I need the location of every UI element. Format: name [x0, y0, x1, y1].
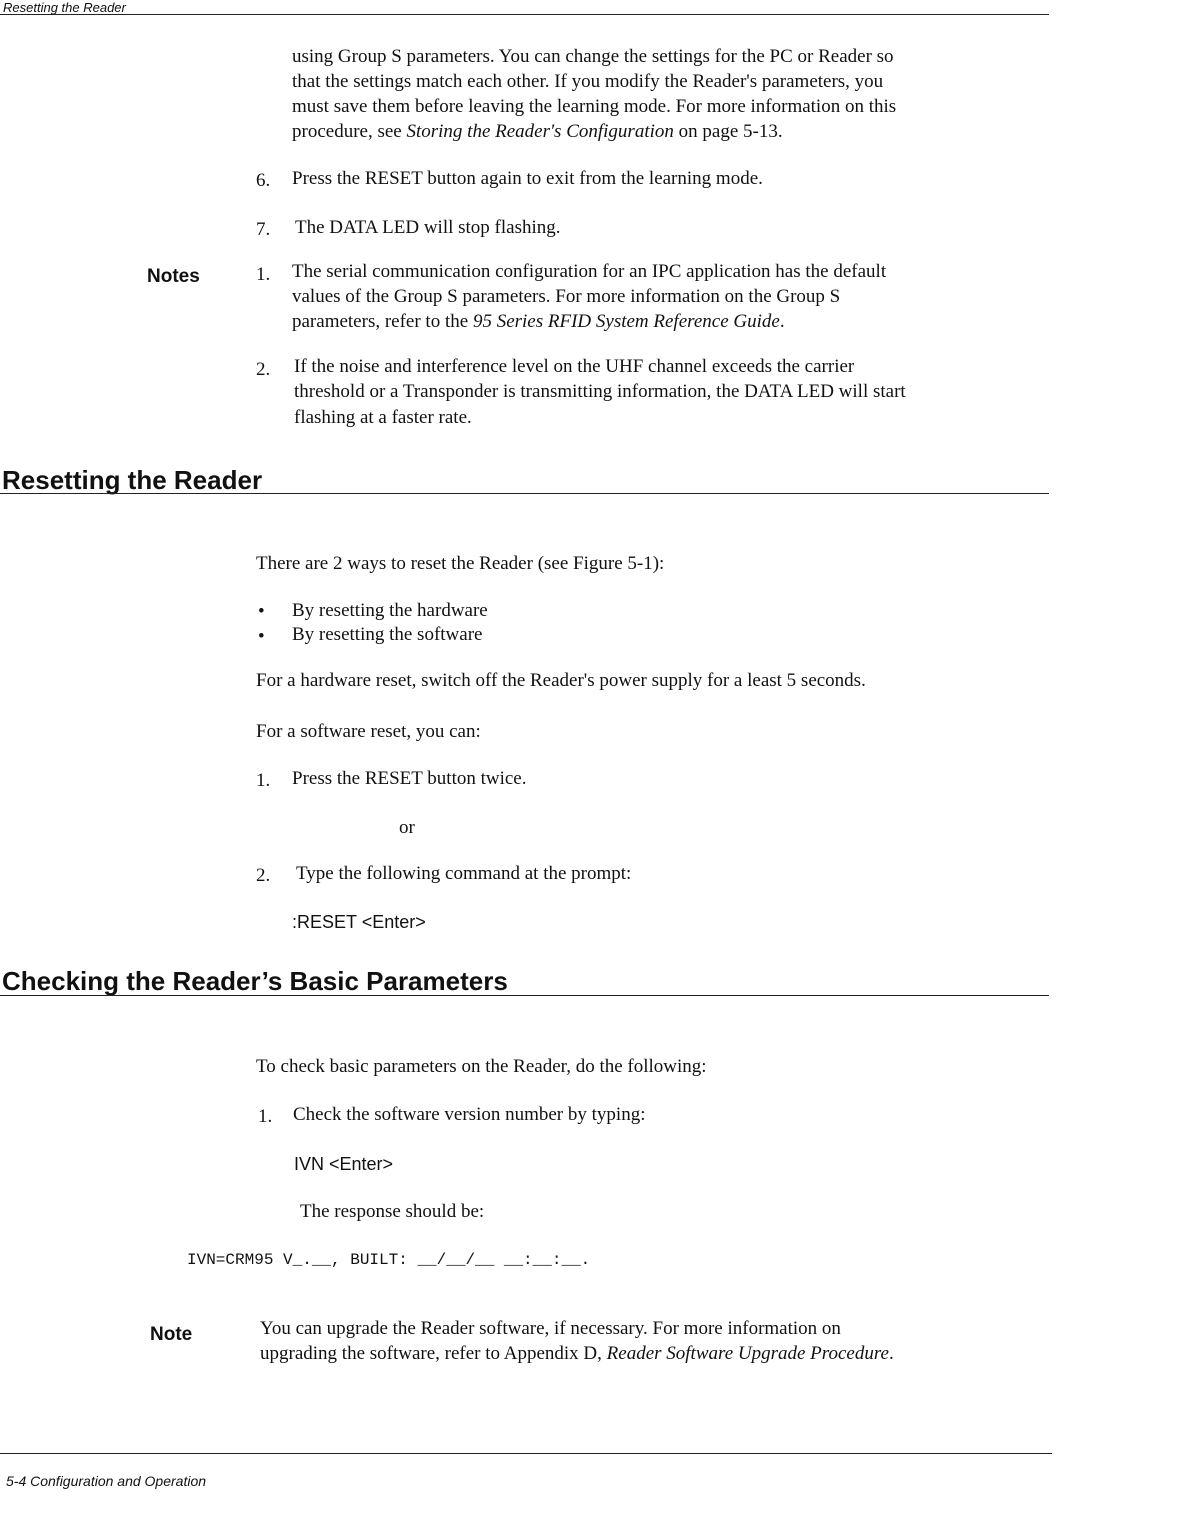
text-run: on page 5-13.: [673, 121, 783, 142]
step-text: The DATA LED will stop flashing.: [295, 217, 561, 238]
bullet-icon: •: [258, 626, 265, 647]
footer-text: 5-4 Configuration and Operation: [6, 1473, 207, 1489]
body-text: The response should be:: [300, 1201, 485, 1222]
text-line: must save them before leaving the learning mode. For more information on this: [292, 96, 897, 117]
step-text: Press the RESET button again to exit from the learning mode.: [292, 168, 763, 189]
note-label: Note: [150, 1324, 193, 1345]
text-run: upgrading the software, refer to Appendix D,: [260, 1343, 607, 1364]
bullet-icon: •: [258, 601, 265, 622]
text-line: values of the Group S parameters. For more information on the Group S: [292, 286, 841, 307]
bullet-item: By resetting the software: [292, 624, 483, 645]
bullet-item: By resetting the hardware: [292, 600, 488, 621]
text-line: [260, 1341, 894, 1366]
section-heading: Checking the Reader’s Basic Parameters: [2, 966, 508, 996]
text-run: .: [888, 1343, 894, 1364]
header-rule: [0, 14, 1049, 15]
note-number: 1.: [256, 264, 271, 285]
running-header: Resetting the Reader: [3, 0, 126, 15]
cross-reference: Storing the Reader's Configuration: [406, 121, 674, 142]
text-line: flashing at a faster rate.: [294, 407, 472, 428]
text-line: threshold or a Transponder is transmitting information, the DATA LED will start: [294, 381, 906, 402]
body-text: For a software reset, you can:: [256, 721, 481, 742]
footer-rule: [0, 1453, 1052, 1454]
step-number: 1.: [258, 1106, 273, 1127]
step-number: 2.: [256, 865, 271, 886]
section-rule: [0, 493, 1049, 494]
step-number: 6.: [256, 170, 271, 191]
response-text: IVN=CRM95 V_.__, BUILT: __/__/__ __:__:__.: [187, 1251, 591, 1269]
text-line: If the noise and interference level on the UHF channel exceeds the carrier: [294, 356, 855, 377]
text-line: [292, 119, 783, 144]
note-number: 2.: [256, 359, 271, 380]
body-text: For a hardware reset, switch off the Reader's power supply for a least 5 seconds.: [256, 670, 866, 691]
text-run: .: [779, 311, 785, 332]
command-text: :RESET <Enter>: [292, 912, 426, 932]
command-text: IVN <Enter>: [294, 1154, 394, 1174]
text-run: procedure, see: [292, 121, 407, 142]
cross-reference: 95 Series RFID System Reference Guide: [472, 311, 780, 332]
text-line: that the settings match each other. If you modify the Reader's parameters, you: [292, 71, 884, 92]
cross-reference: Reader Software Upgrade Procedure: [606, 1343, 889, 1364]
step-text: Type the following command at the prompt:: [296, 863, 632, 884]
section-rule: [0, 995, 1049, 996]
text-line: using Group S parameters. You can change the settings for the PC or Reader so: [292, 46, 894, 67]
text-line: [292, 309, 785, 334]
or-text: or: [399, 817, 415, 838]
body-text: There are 2 ways to reset the Reader (see Figure 5-1):: [256, 553, 665, 574]
step-number: 1.: [256, 770, 271, 791]
text-line: The serial communication configuration for an IPC application has the default: [292, 261, 887, 282]
step-text: Check the software version number by typing:: [293, 1104, 646, 1125]
text-run: parameters, refer to the: [292, 311, 473, 332]
step-number: 7.: [256, 219, 271, 240]
section-heading: Resetting the Reader: [2, 465, 263, 495]
notes-label: Notes: [147, 266, 200, 287]
text-line: You can upgrade the Reader software, if necessary. For more information on: [260, 1318, 841, 1339]
body-text: To check basic parameters on the Reader, do the following:: [256, 1056, 707, 1077]
step-text: Press the RESET button twice.: [292, 768, 527, 789]
